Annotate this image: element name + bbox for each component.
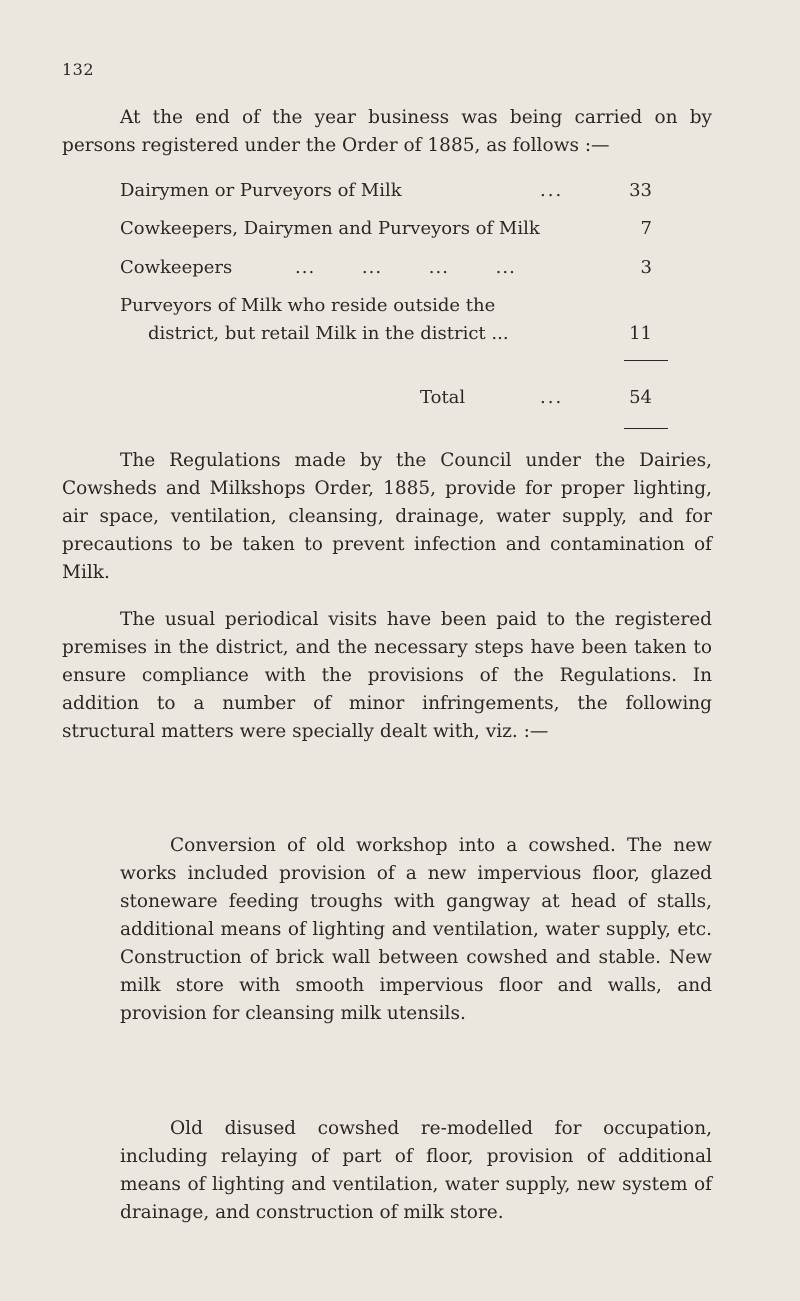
total-rule xyxy=(624,428,668,429)
row-value: 3 xyxy=(640,257,652,278)
total-value: 54 xyxy=(629,387,652,408)
total-leader: ... xyxy=(540,387,564,408)
total-row xyxy=(120,387,680,415)
row-label: Cowkeepers xyxy=(120,257,233,278)
regulations-paragraph: The Regulations made by the Council under the Dairies, Cowsheds and Milkshops Order, 1885, provide for proper lighting, air space, ventilation, cleansing, drainage, water supply, and for precautions to be taken to prevent infection and contamination of Milk. xyxy=(62,450,712,583)
row-label-continued: district, but retail Milk in the district ... xyxy=(148,323,509,344)
table-row xyxy=(120,180,680,208)
remodelled-cowshed-paragraph: Old disused cowshed re-modelled for occupation, including relaying of part of floor, provision of additional means of lighting and ventilation, water supply, new system of drainage, and construction of milk store. xyxy=(120,1118,712,1223)
page-number: 132 xyxy=(62,60,95,79)
row-value: 11 xyxy=(629,323,652,344)
row-label: Cowkeepers, Dairymen and Purveyors of Milk xyxy=(120,218,540,239)
row-leader: ... xyxy=(540,180,564,201)
row-label: Purveyors of Milk who reside outside the xyxy=(120,295,496,316)
total-label: Total xyxy=(420,387,466,408)
intro-paragraph: At the end of the year business was being carried on by persons registered under the Order of 1885, as follows :— xyxy=(62,107,712,156)
row-value: 33 xyxy=(629,180,652,201)
table-row xyxy=(120,218,680,246)
cowshed-conversion-paragraph: Conversion of old workshop into a cowshed. The new works included provision of a new impervious floor, glazed stoneware feeding troughs with gangway at head of stalls, additional means of lighting and ventilation, water supply, etc. Construction of brick wall between cowshed and stable. New milk store with smooth impervious floor and walls, and provision for cleansing milk utensils. xyxy=(120,835,712,1024)
table-row xyxy=(120,257,680,285)
visits-paragraph: The usual periodical visits have been paid to the registered premises in the district, and the necessary steps have been taken to ensure compliance with the provisions of the Regulations. In addition to a number of minor infringements, the following structural matters were specially dealt with, viz. :— xyxy=(62,609,712,742)
row-leader: ... ... ... ... xyxy=(295,257,516,278)
row-label: Dairymen or Purveyors of Milk xyxy=(120,180,402,201)
row-value: 7 xyxy=(640,218,652,239)
table-row xyxy=(120,295,680,323)
table-row xyxy=(120,323,680,351)
subtotal-rule xyxy=(624,360,668,361)
